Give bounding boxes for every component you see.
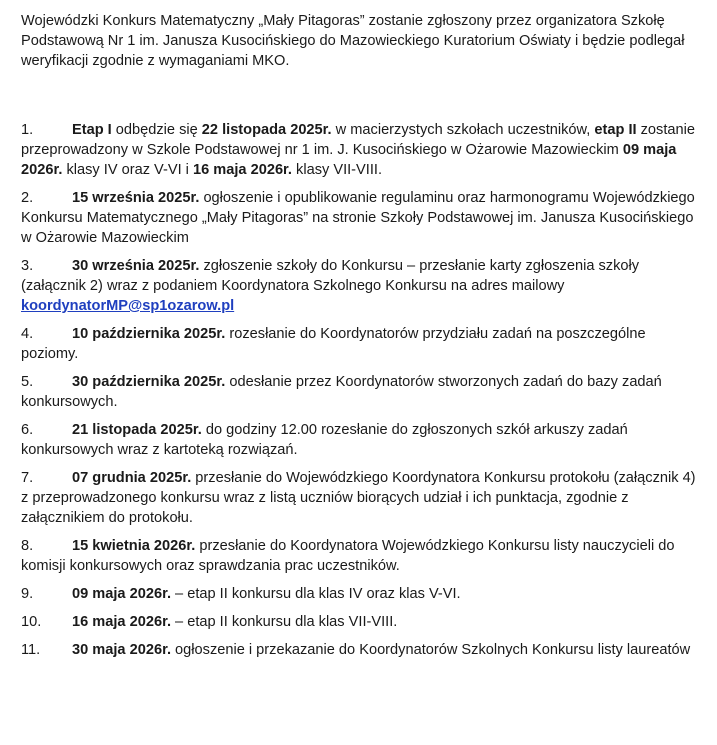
item-date-highlight: 16 maja 2026r. — [192, 162, 292, 178]
schedule-item — [21, 256, 703, 316]
schedule-item — [21, 420, 703, 460]
item-number: 7. — [21, 470, 34, 486]
item-text: przesłanie do Koordynatora Wojewódzkiego Konkursu listy nauczycieli do komisji konkursowych oraz sprawdzania prac uczestników. — [21, 538, 675, 574]
item-number: 2. — [21, 190, 34, 206]
item-date-highlight: 15 kwietnia 2026r. — [72, 538, 196, 554]
item-number: 1. — [21, 122, 34, 138]
item-text: przesłanie do Wojewódzkiego Koordynatora Konkursu protokołu (załącznik 4) z przeprowadzonego konkursu wraz z listą uczniów biorących udział i ich punktacja, zgodnie z załącznikiem do protokołu. — [21, 470, 696, 526]
item-date-highlight: 09 maja 2026r. — [21, 142, 677, 178]
item-text: klasy VII-VIII. — [291, 162, 382, 178]
item-number: 4. — [21, 326, 34, 342]
email-link[interactable]: koordynatorMP@sp1ozarow.pl — [21, 298, 235, 314]
item-text: – etap II konkursu dla klas IV oraz klas V-VI. — [171, 586, 461, 602]
item-text: – etap II konkursu dla klas VII-VIII. — [171, 614, 398, 630]
item-text: w macierzystych szkołach uczestników, — [331, 122, 595, 138]
schedule-item — [21, 536, 703, 576]
item-text: ogłoszenie i opublikowanie regulaminu oraz harmonogramu Wojewódzkiego Konkursu Matematycznego „Mały Pitagoras” na stronie Szkoły Podstawowej im. Janusza Kusocińskiego w Ożarowie Mazowieckim — [21, 190, 695, 246]
item-date-highlight: 30 września 2025r. — [72, 258, 200, 274]
schedule-item — [21, 324, 703, 364]
item-date-highlight: 22 listopada 2025r. — [201, 122, 332, 138]
item-date-highlight: 30 maja 2026r. — [72, 642, 171, 658]
item-text: zostanie przeprowadzony w Szkole Podstawowej nr 1 im. J. Kusocińskiego w Ożarowie Mazowieckim — [21, 122, 695, 158]
item-number: 6. — [21, 422, 34, 438]
item-number: 9. — [21, 586, 34, 602]
item-number: 3. — [21, 258, 34, 274]
schedule-item — [21, 372, 703, 412]
schedule-list — [21, 120, 703, 660]
item-text: odbędzie się — [111, 122, 202, 138]
schedule-item — [21, 612, 703, 632]
item-text: rozesłanie do Koordynatorów przydziału zadań na poszczególne poziomy. — [21, 326, 646, 362]
item-number: 5. — [21, 374, 34, 390]
item-date-highlight: 10 października 2025r. — [72, 326, 226, 342]
item-text: klasy IV oraz V-VI i — [62, 162, 193, 178]
item-text: ogłoszenie i przekazanie do Koordynatorów Szkolnych Konkursu listy laureatów — [171, 642, 691, 658]
intro-paragraph: Wojewódzki Konkurs Matematyczny „Mały Pitagoras” zostanie zgłoszony przez organizatora Szkołę Podstawową Nr 1 im. Janusza Kusocińskiego do Mazowieckiego Kuratorium Oświaty i będzie podlegał weryfikacji zgodnie z wymaganiami MKO. — [21, 13, 685, 69]
item-date-highlight: 16 maja 2026r. — [72, 614, 171, 630]
schedule-item — [21, 120, 703, 180]
item-date-highlight: 21 listopada 2025r. — [72, 422, 202, 438]
item-number: 11. — [21, 642, 41, 658]
item-number: 8. — [21, 538, 34, 554]
schedule-item — [21, 468, 703, 528]
item-date-highlight: etap II — [594, 122, 637, 138]
schedule-item — [21, 640, 703, 660]
item-text: odesłanie przez Koordynatorów stworzonych zadań do bazy zadań konkursowych. — [21, 374, 662, 410]
item-date-highlight: 07 grudnia 2025r. — [72, 470, 192, 486]
schedule-item — [21, 584, 703, 604]
item-date-highlight: 15 września 2025r. — [72, 190, 200, 206]
item-date-highlight: 09 maja 2026r. — [72, 586, 171, 602]
item-text: do godziny 12.00 rozesłanie do zgłoszonych szkół arkuszy zadań konkursowych wraz z kartoteką rozwiązań. — [21, 422, 628, 458]
item-number: 10. — [21, 614, 42, 630]
item-date-highlight: 30 października 2025r. — [72, 374, 226, 390]
item-date-highlight: Etap I — [72, 122, 112, 138]
item-text: zgłoszenie szkoły do Konkursu – przesłanie karty zgłoszenia szkoły (załącznik 2) wraz z podaniem Koordynatora Szkolnego Konkursu na adres mailowy — [21, 258, 640, 294]
schedule-item — [21, 188, 703, 248]
